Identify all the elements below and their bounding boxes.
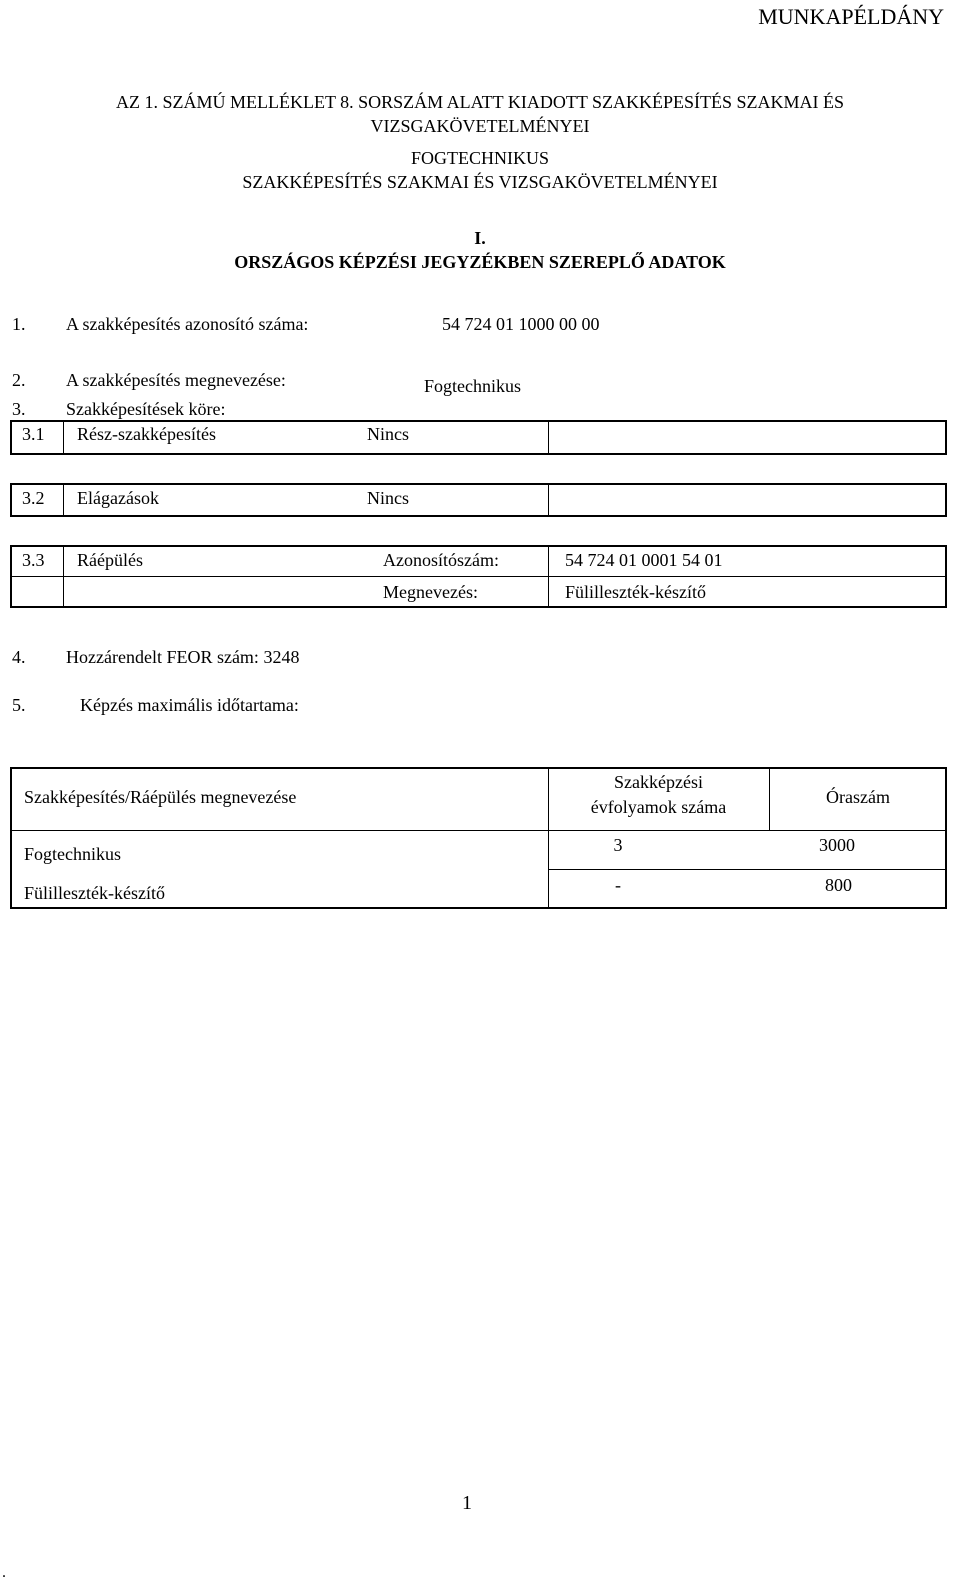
table-row-1-name: Fogtechnikus <box>24 844 121 864</box>
item3-1-number: 3.1 <box>22 424 45 444</box>
item4-number: 4. <box>12 647 26 667</box>
table-header-name: Szakképesítés/Ráépülés megnevezése <box>24 787 297 807</box>
item1-label: A szakképesítés azonosító száma: <box>66 314 309 334</box>
page-footer-mark: . <box>2 1564 6 1581</box>
item3-3-id-value: 54 724 01 0001 54 01 <box>565 550 723 570</box>
page-number: 1 <box>462 1492 472 1514</box>
divider <box>10 576 947 577</box>
divider <box>548 869 947 870</box>
divider <box>63 420 64 455</box>
item3-3-id-label: Azonosítószám: <box>383 550 499 570</box>
item3-1-value: Nincs <box>367 424 409 444</box>
item1-value: 54 724 01 1000 00 00 <box>442 314 600 334</box>
item3-label: Szakképesítések köre: <box>66 399 226 419</box>
divider <box>548 420 549 455</box>
item3-number: 3. <box>12 399 26 419</box>
document-title-line1: AZ 1. SZÁMÚ MELLÉKLET 8. SORSZÁM ALATT KIADOTT SZAKKÉPESÍTÉS SZAKMAI ÉS <box>115 92 844 112</box>
table-row-2-hours: 800 <box>825 875 852 895</box>
item3-1-label: Rész-szakképesítés <box>77 424 216 444</box>
item3-2-number: 3.2 <box>22 488 45 508</box>
item4-label: Hozzárendelt FEOR szám: 3248 <box>66 647 300 667</box>
item3-2-value: Nincs <box>367 488 409 508</box>
item3-3-name-label: Megnevezés: <box>383 582 478 602</box>
item3-3-number: 3.3 <box>22 550 45 570</box>
item2-label: A szakképesítés megnevezése: <box>66 370 286 390</box>
divider <box>10 830 947 831</box>
document-subtitle-line2: SZAKKÉPESÍTÉS SZAKMAI ÉS VIZSGAKÖVETELMÉNYEI <box>242 172 718 192</box>
item1-number: 1. <box>12 314 26 334</box>
item5-number: 5. <box>12 695 26 715</box>
item2-number: 2. <box>12 370 26 390</box>
item2-value: Fogtechnikus <box>424 376 521 396</box>
copy-label: MUNKAPÉLDÁNY <box>758 4 944 29</box>
item5-label: Képzés maximális időtartama: <box>80 695 299 715</box>
table-row-2-years: - <box>615 875 621 895</box>
document-title-line2: VIZSGAKÖVETELMÉNYEI <box>370 116 590 136</box>
table-header-years-line1: Szakképzési <box>614 772 703 792</box>
table-row-1-years: 3 <box>613 835 623 855</box>
document-subtitle-line1: FOGTECHNIKUS <box>410 148 549 168</box>
item3-2-label: Elágazások <box>77 488 159 508</box>
section-title: ORSZÁGOS KÉPZÉSI JEGYZÉKBEN SZEREPLŐ ADATOK <box>234 252 726 272</box>
item3-3-name-value: Fülilleszték-készítő <box>565 582 706 602</box>
item3-3-label: Ráépülés <box>77 550 143 570</box>
divider <box>548 483 549 517</box>
table-header-hours: Óraszám <box>826 787 890 807</box>
table-header-years-line2: évfolyamok száma <box>590 797 727 817</box>
section-number: I. <box>474 228 486 248</box>
divider <box>63 483 64 517</box>
table-row-2-name: Fülilleszték-készítő <box>24 883 165 903</box>
table-row-1-hours: 3000 <box>819 835 855 855</box>
